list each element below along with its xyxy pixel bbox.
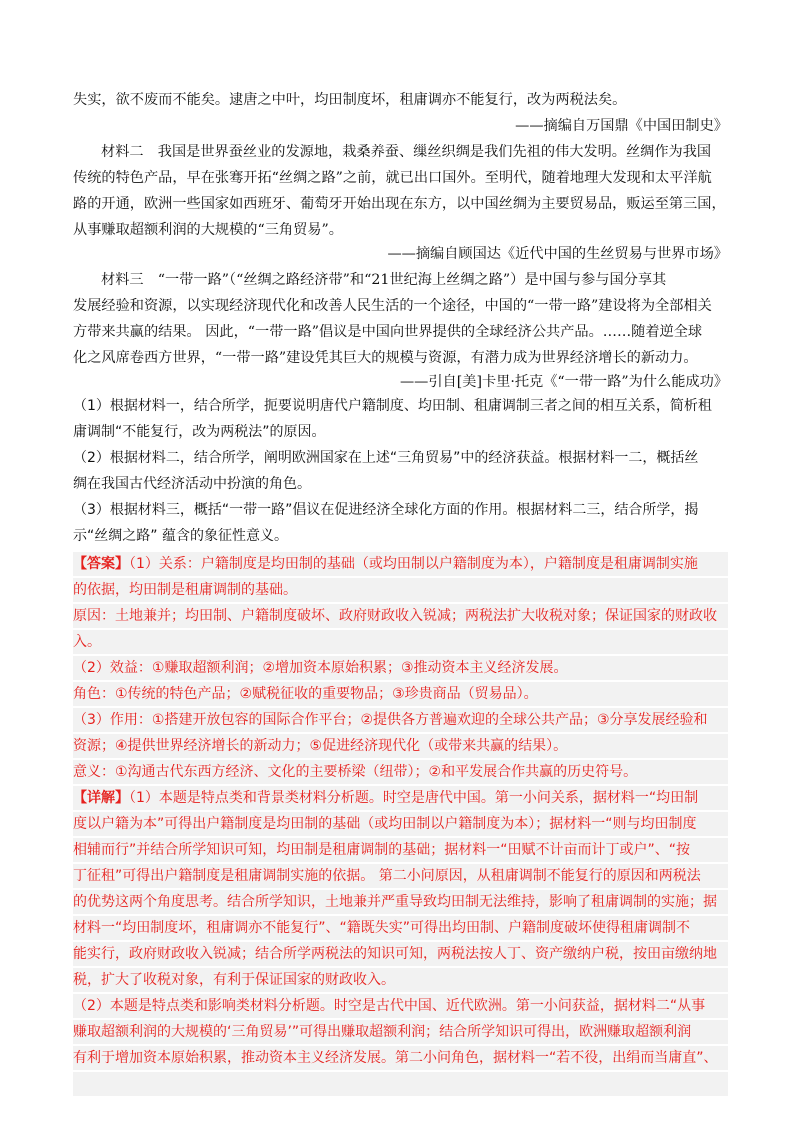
question-1-line-2: 庸调制“不能复行，改为两税法”的原因。 bbox=[73, 424, 326, 440]
material-one-source: ——摘编自万国鼎《中国田制史》 bbox=[515, 118, 728, 134]
detail-line-5: 的优势这两个角度思考。结合所学知识，土地兼并严重导致均田制无法维持，影响了租庸调制的实施；据 bbox=[73, 890, 728, 914]
detail-line-10: 赚取超额利润的大规模的‘三角贸易’”可得出赚取超额利润；结合所学知识可得出，欧洲赚取超额利润 bbox=[73, 1020, 728, 1044]
detail-line-4: 丁征租”可得出户籍制度是租庸调制实施的依据。 第二小问原因，从租庸调制不能复行的原因和两税法 bbox=[73, 864, 728, 888]
detail-line-1 bbox=[73, 786, 728, 810]
detail-tag: 【详解】 bbox=[73, 790, 129, 806]
answer-tag: 【答案】 bbox=[73, 556, 129, 572]
answer-meaning: 意义：①沟通古代东西方经济、文化的主要桥梁（纽带）；②和平发展合作共赢的历史符号。 bbox=[73, 760, 728, 784]
answer-function-2: 资源；④提供世界经济增长的新动力；⑤促进经济现代化（或带来共赢的结果）。 bbox=[73, 734, 728, 758]
material-two-source: ——摘编自顾国达《近代中国的生丝贸易与世界市场》 bbox=[387, 246, 728, 262]
material-three-line-3: 方带来共赢的结果。 因此，“一带一路”倡议是中国向世界提供的全球经济公共产品。……随着逆全球 bbox=[73, 324, 703, 340]
question-1-line-1: （1）根据材料一，结合所学，扼要说明唐代户籍制度、均田制、租庸调制三者之间的相互关系，简析租 bbox=[73, 398, 712, 414]
answer-relation-1: （1）关系：户籍制度是均田制的基础（或均田制以户籍制度为本），户籍制度是租庸调制实施 bbox=[129, 556, 698, 572]
question-3-line-2: 示“丝绸之路” 蕴含的象征性意义。 bbox=[73, 528, 288, 544]
answer-reason-2: 入。 bbox=[73, 630, 728, 654]
detail-line-7: 能实行，政府财政收入锐减；结合所学两税法的知识可知，两税法按人丁、资产缴纳户税，按田亩缴纳地 bbox=[73, 942, 728, 966]
answer-benefit: （2）效益：①赚取超额利润；②增加资本原始积累；③推动资本主义经济发展。 bbox=[73, 656, 728, 680]
detail-line-12 bbox=[73, 1072, 728, 1096]
detail-text-1: （1）本题是特点类和背景类材料分析题。时空是唐代中国。第一小问关系，据材料一“均田制 bbox=[129, 790, 699, 806]
material-three-source: ——引自[美]卡里·托克《“一带一路”为什么能成功》 bbox=[399, 374, 728, 390]
question-2-line-1: （2）根据材料二，结合所学，阐明欧洲国家在上述“三角贸易”中的经济获益。根据材料一二，概括丝 bbox=[73, 450, 699, 466]
material-two-line-3: 路的开通，欧洲一些国家如西班牙、葡萄牙开始出现在东方，以中国丝绸为主要贸易品，贩运至第三国， bbox=[73, 196, 726, 212]
answer-relation-2: 的依据，均田制是租庸调制的基础。 bbox=[73, 578, 728, 602]
answer-function-1: （3）作用：①搭建开放包容的国际合作平台；②提供各方普遍欢迎的全球公共产品；③分享发展经验和 bbox=[73, 708, 728, 732]
detail-line-3: 相辅而行”并结合所学知识可知，均田制是租庸调制的基础；据材料一“田赋不计亩而计丁或户”、“按 bbox=[73, 838, 728, 862]
detail-line-2: 度以户籍为本”可得出户籍制度是均田制的基础（或均田制以户籍制度为本）；据材料一“则与均田制度 bbox=[73, 812, 728, 836]
material-two-line-2: 传统的特色产品，早在张骞开拓“丝绸之路”之前，就已出口国外。至明代，随着地理大发现和太平洋航 bbox=[73, 170, 712, 186]
detail-line-6: 材料一“均田制度坏，租庸调亦不能复行”、“籍既失实”可得出均田制、户籍制度破坏使得租庸调制不 bbox=[73, 916, 728, 940]
answer-line-1 bbox=[73, 552, 728, 576]
answer-reason-1: 原因：土地兼并；均田制、户籍制度破坏、政府财政收入锐减；两税法扩大收税对象；保证国家的财政收 bbox=[73, 604, 728, 628]
detail-line-8: 税，扩大了收税对象，有利于保证国家的财政收入。 bbox=[73, 968, 728, 992]
material-three-line-4: 化之风席卷西方世界，“一带一路”建设凭其巨大的规模与资源，有潜力成为世界经济增长的新动力。 bbox=[73, 350, 698, 366]
question-3-line-1: （3）根据材料三，概括“一带一路”倡议在促进经济全球化方面的作用。根据材料二三，结合所学，揭 bbox=[73, 502, 699, 518]
material-two-line-4: 从事赚取超额利润的大规模的“三角贸易”。 bbox=[73, 222, 343, 238]
detail-line-9: （2）本题是特点类和影响类材料分析题。时空是古代中国、近代欧洲。第一小问获益，据材料二“从事 bbox=[73, 994, 728, 1018]
answer-role: 角色：①传统的特色产品；②赋税征收的重要物品；③珍贵商品（贸易品）。 bbox=[73, 682, 728, 706]
detail-line-11: 有利于增加资本原始积累，推动资本主义经济发展。第二小问角色，据材料一“若不役，出绢而当庸直”、 bbox=[73, 1046, 728, 1070]
material-one-tail: 失实，欲不废而不能矣。逮唐之中叶，均田制度坏，租庸调亦不能复行，改为两税法矣。 bbox=[73, 92, 627, 108]
material-two-line-1: 材料二 我国是世界蚕丝业的发源地，栽桑养蚕、缫丝织绸是我们先祖的伟大发明。丝绸作为我国 bbox=[101, 144, 712, 160]
material-three-line-1: 材料三 “一带一路”（“丝绸之路经济带”和“21世纪海上丝绸之路”）是中国与参与国分享其 bbox=[101, 272, 667, 288]
question-2-line-2: 绸在我国古代经济活动中扮演的角色。 bbox=[73, 476, 311, 492]
material-three-line-2: 发展经验和资源，以实现经济现代化和改善人民生活的一个途径，中国的“一带一路”建设将为全部相关 bbox=[73, 298, 712, 314]
